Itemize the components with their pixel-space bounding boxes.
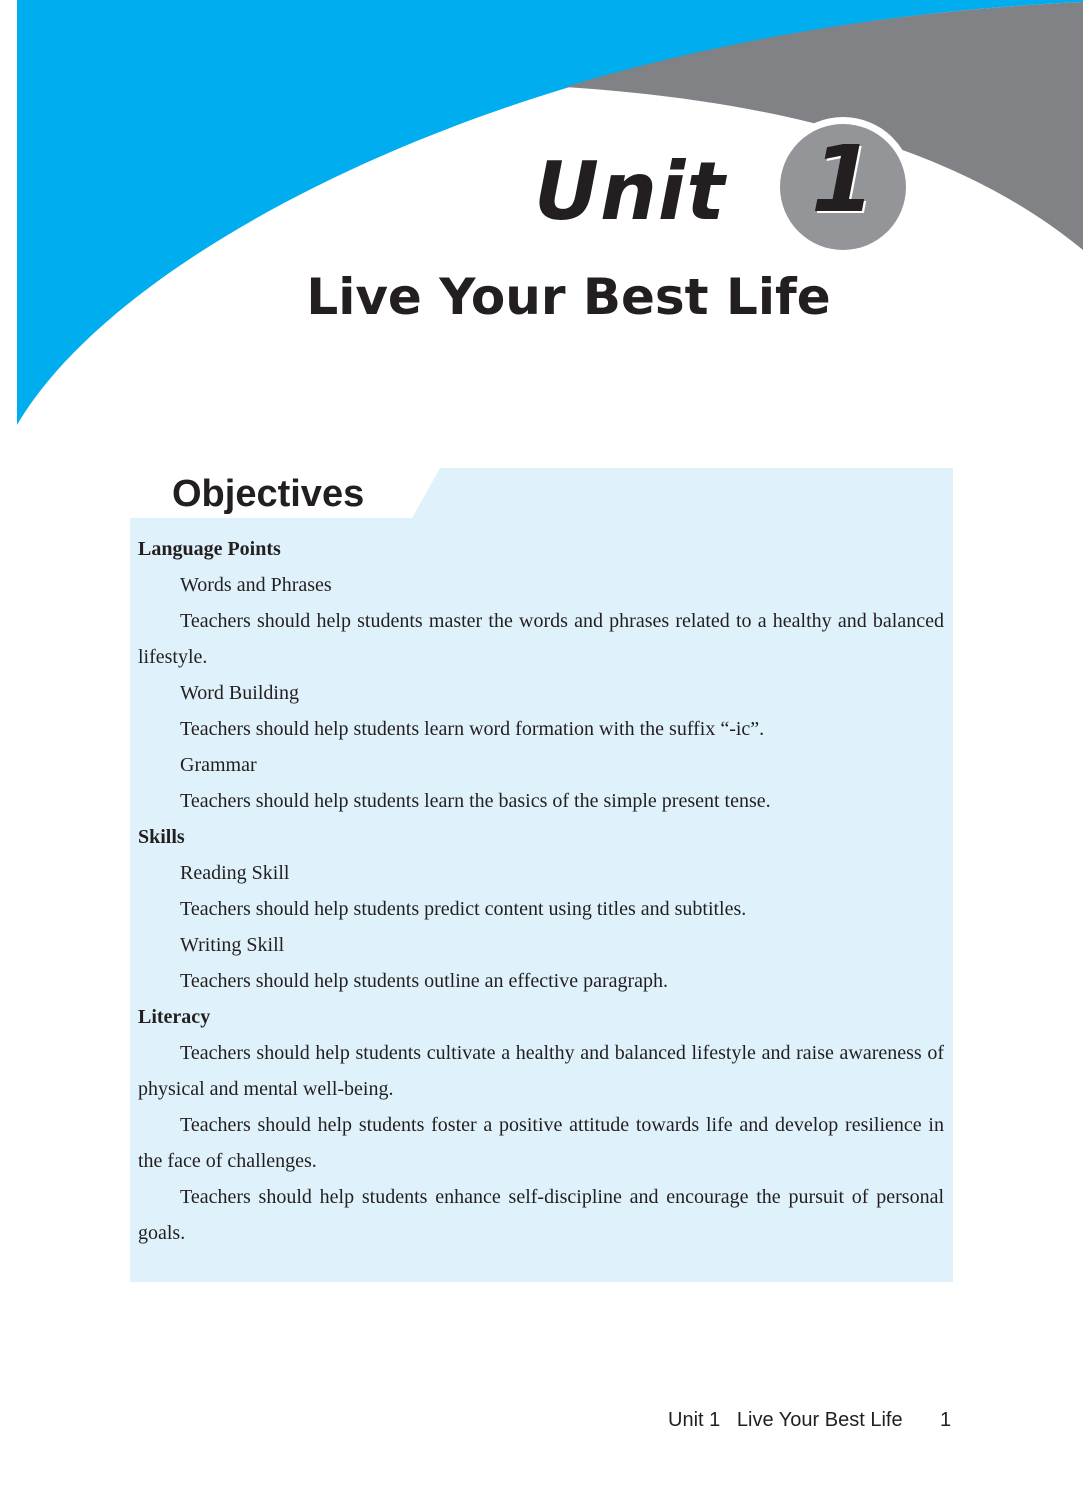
section-heading: Literacy	[138, 1006, 211, 1028]
unit-label: Unit	[534, 145, 726, 238]
objective-text: Teachers should help students master the words and phrases related to a healthy and balanced lifestyle.	[138, 610, 944, 668]
subsection-heading: Grammar	[180, 754, 257, 776]
subsection-heading: Word Building	[180, 682, 299, 704]
unit-number: 1	[810, 126, 875, 233]
objective-text: Teachers should help students cultivate a healthy and balanced lifestyle and raise awareness of physical and mental well-being.	[138, 1042, 944, 1100]
objective-text: Teachers should help students learn the basics of the simple present tense.	[180, 790, 771, 812]
objectives-content	[138, 531, 944, 1251]
running-head: Unit 1 Live Your Best Life	[668, 1409, 903, 1431]
objective-text: Teachers should help students learn word formation with the suffix “-ic”.	[180, 718, 765, 740]
objective-text: Teachers should help students predict content using titles and subtitles.	[180, 898, 747, 920]
subsection-heading: Reading Skill	[180, 862, 290, 884]
section-heading: Language Points	[138, 538, 281, 560]
subsection-heading: Writing Skill	[180, 934, 285, 956]
objectives-heading: Objectives	[172, 473, 365, 515]
unit-number-badge	[773, 117, 913, 257]
section-heading: Skills	[138, 826, 185, 848]
unit-number-circle	[780, 124, 906, 250]
unit-title: Live Your Best Life	[306, 268, 831, 326]
page-number: 1	[940, 1409, 952, 1431]
objective-text: Teachers should help students outline an effective paragraph.	[180, 970, 669, 992]
objective-text: Teachers should help students foster a positive attitude towards life and develop resilience in the face of challenges.	[138, 1114, 944, 1172]
subsection-heading: Words and Phrases	[180, 574, 332, 596]
objective-text: Teachers should help students enhance self-discipline and encourage the pursuit of personal goals.	[138, 1186, 944, 1244]
